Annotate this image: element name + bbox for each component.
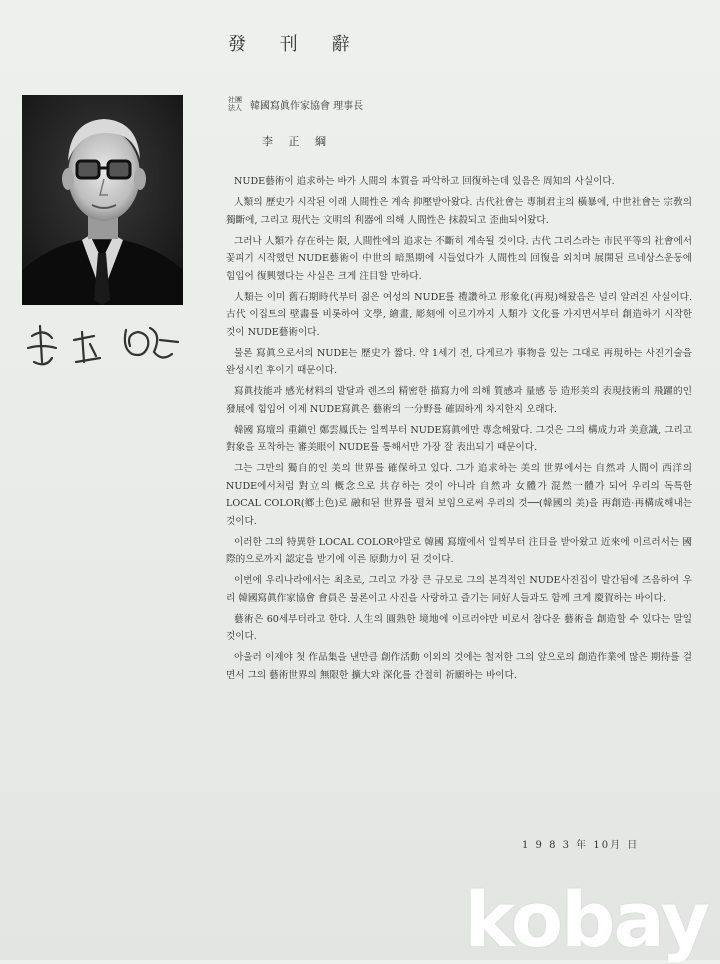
handwritten-signature [22, 318, 192, 378]
page-title: 發 刊 辭 [228, 34, 364, 55]
paragraph: 韓國 寫壇의 重鎭인 鄭雲鳳氏는 일찍부터 NUDE寫眞에만 專念해왔다. 그것은 그의 構成力과 美意識, 그리고 對象을 포착하는 審美眼이 NUDE를 통해서만 가장 잘 表出되기 때문이다. [226, 424, 692, 453]
org-type-label: 社團法人 [228, 96, 242, 112]
preface-body [226, 173, 692, 688]
paragraph: NUDE藝術이 追求하는 바가 人間의 本質을 파악하고 回復하는데 있음은 周知의 사실이다. [234, 176, 615, 187]
paragraph: 이러한 그의 特異한 LOCAL COLOR야말로 韓國 寫壇에서 일찍부터 注目을 받아왔고 近來에 이르러서는 國際的으로까지 認定을 받기에 이른 原動力이 된 것이다. [226, 536, 692, 565]
paragraph: 寫眞技能과 感光材料의 발달과 렌즈의 精密한 描寫力에 의해 質感과 量感 등 造形美의 表現技術의 飛躍的인 發展에 힘입어 이제 NUDE寫眞은 藝術의 一分野를 確固하게 차지한지 오래다. [226, 386, 692, 415]
paragraph: 藝術은 60세부터라고 한다. 人生의 圓熟한 境地에 이르러야만 비로서 참다운 藝術을 創造할 수 있다는 말일 것이다. [226, 613, 692, 642]
paragraph: 그는 그만의 獨自的인 美의 世界를 確保하고 있다. 그가 追求하는 美의 世界에서는 自然과 人間이 西洋의 NUDE에서처럼 對立의 概念으로 共存하는 것이 아니라 自然과 女體가 混然一體가 되어 우리의 독특한 LOCAL COLOR(鄕土色)로 融和된 世界를 펼쳐 보임으로써 우리의 것──(韓國의 美)을 再創造·再構成해내는 것이다. [226, 463, 692, 527]
author-name: 李 正 綱 [262, 135, 332, 148]
paragraph: 아울러 이제야 첫 作品集을 낸만큼 創作活動 이외의 것에는 철저한 그의 앞으로의 創造作業에 많은 期待를 걸면서 그의 藝術世界의 無限한 擴大와 深化를 간절히 祈願하는 바이다. [226, 652, 692, 681]
publication-date: 1 9 8 3 年 10月 日 [522, 840, 640, 851]
paragraph: 그러나 人類가 存在하는 限, 人間性에의 追求는 不斷히 계속될 것이다. 古代 그리스라는 市民平等의 社會에서 꽃피기 시작했던 NUDE藝術이 中世의 暗黑期에 시들었다가 人間性의 回復을 외치며 展開된 르네상스운동에 힘입어 復興했다는 사실은 크게 注目할 만하다. [226, 235, 692, 282]
watermark-logo: kobay [464, 875, 708, 964]
paragraph: 이번에 우리나라에서는 최초로, 그리고 가장 큰 규모로 그의 본격적인 NUDE사진집이 발간됨에 즈음하여 우리 韓國寫眞作家協會 會員은 물론이고 사진을 사랑하고 즐기는 同好人들과도 함께 크게 慶賀하는 바이다. [226, 575, 692, 604]
paragraph: 人類의 歷史가 시작된 이래 人間性은 계속 抑壓받아왔다. 古代社會는 專制君主의 橫暴에, 中世社會는 宗敎의 獨斷에, 그리고 現代는 文明의 利器에 의해 人間性은 抹殺되고 歪曲되어왔다. [226, 197, 692, 226]
paragraph: 人類는 이미 舊石期時代부터 젊은 여성의 NUDE를 禮讚하고 形象化(再現)해왔음은 널리 알려진 사실이다. 古代 이집트의 壁畵를 비롯하여 文學, 繪畫, 彫刻에 이르기까지 人類가 文化를 가지면서부터 創造하기 시작한 것이 NUDE藝術이다. [226, 291, 692, 338]
portrait-photo [22, 95, 183, 305]
publisher-org [228, 96, 363, 112]
org-name: 韓國寫眞作家協會 理事長 [250, 100, 364, 112]
paragraph: 물론 寫眞으로서의 NUDE는 歷史가 짧다. 약 1세기 전, 다게르가 事物을 있는 그대로 再現하는 사진기술을 완성시킨 후이기 때문이다. [226, 347, 692, 376]
